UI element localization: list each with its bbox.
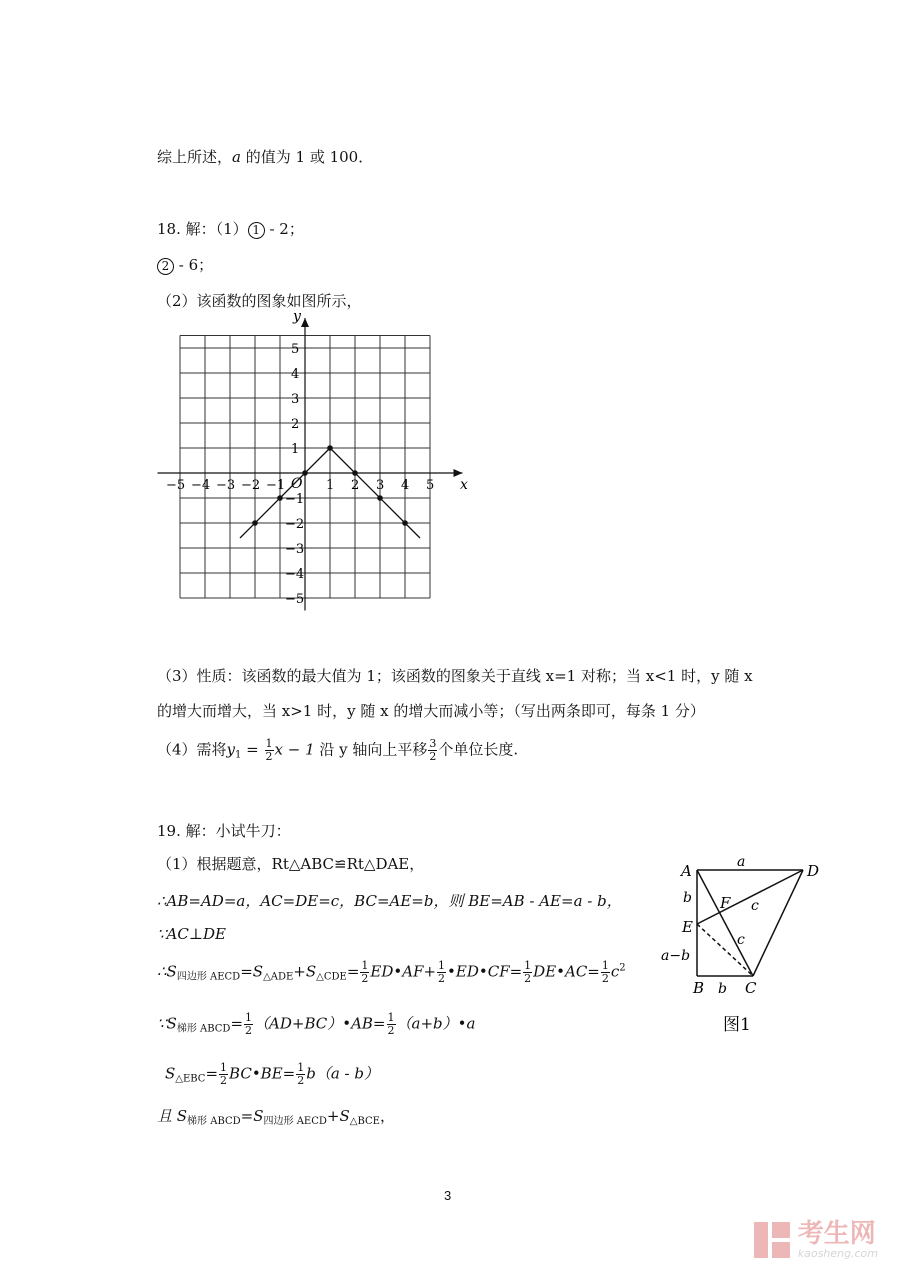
fraction-half <box>437 960 446 985</box>
q18-part4-text-c: 个单位长度. <box>438 740 519 759</box>
frac-den: 2 <box>245 1024 253 1037</box>
label-B: B <box>693 979 705 997</box>
frac-den: 2 <box>361 972 369 985</box>
data-point <box>352 470 358 476</box>
frac-num: 1 <box>297 1061 305 1074</box>
frac-num: 1 <box>265 737 273 750</box>
label-c1: c <box>751 898 759 914</box>
q19-line1-text: （1）根据题意，Rt△ABC≌Rt△DAE， <box>157 855 425 873</box>
y-tick-label: −5 <box>285 592 305 607</box>
watermark-sub: kaosheng.com <box>797 1246 878 1260</box>
summary-var: a <box>232 148 241 166</box>
label-A: A <box>681 862 692 880</box>
data-point <box>377 495 383 501</box>
l5-a: （AD+BC）•AB= <box>254 1014 386 1033</box>
sub-trap: 梯形 ABCD <box>176 1023 231 1035</box>
circled-number-2: 2 <box>157 258 174 275</box>
frac-num: 1 <box>601 959 609 972</box>
x-tick-label: −2 <box>241 478 261 493</box>
summary-text: 综上所述， <box>157 148 233 166</box>
x-tick-label: −3 <box>216 478 236 493</box>
y-tick-label: 2 <box>291 417 300 432</box>
y-tick-label: 1 <box>291 442 300 457</box>
q18-part1 <box>157 218 304 239</box>
sub-quad: 四边形 AECD <box>263 1116 327 1127</box>
q18-part4 <box>157 738 518 763</box>
x-tick-label: 4 <box>401 478 410 493</box>
watermark-main: 考生网 <box>797 1218 876 1249</box>
label-F: F <box>720 894 731 912</box>
sub-bce: △BCE <box>349 1116 380 1127</box>
figure-caption: 图1 <box>723 1015 751 1035</box>
y-tick-label: 4 <box>291 367 300 382</box>
frac-den: 2 <box>297 1074 305 1087</box>
q18-part4-text-b: 沿 y 轴向上平移 <box>319 740 428 759</box>
x-tick-label: −4 <box>191 478 211 493</box>
equals-sign: = <box>241 740 264 759</box>
l4-rest3: DE•AC= <box>533 962 600 981</box>
y-tick-label: 5 <box>291 342 300 357</box>
frac-den: 2 <box>601 972 609 985</box>
q19-line5 <box>157 1012 475 1037</box>
sub-cde: △CDE <box>316 971 347 983</box>
q19-line6: $S_{\triangle EBC}=$ $\frac{1}{2}$ BC•BE= $\frac{1}{2}$ b（a - b） <box>165 1061 379 1087</box>
y-tick-label: −4 <box>285 567 305 582</box>
l6-prefix: S <box>165 1064 176 1083</box>
edge-DC <box>753 870 803 976</box>
label-c2: c <box>737 932 745 948</box>
data-point <box>252 520 258 526</box>
x-axis-arrow <box>454 469 463 477</box>
page-number: 3 <box>444 1188 452 1203</box>
x-axis-label: x <box>460 477 468 493</box>
summary-text-2: 的值为 1 或 100． <box>240 148 374 166</box>
q18-heading: 18. 解：（1） <box>157 220 248 238</box>
q18-answer-2: - 6； <box>174 256 214 274</box>
summary-line <box>157 146 373 167</box>
circled-number-1: 1 <box>248 222 265 239</box>
l7-prefix: 且 S <box>157 1107 188 1125</box>
data-point <box>327 445 333 451</box>
frac-num: 3 <box>429 737 437 750</box>
expr-tail: x − 1 <box>274 740 315 759</box>
frac-num: 1 <box>438 959 446 972</box>
q19-line4: $\therefore S_{四边形 AECD}=S_{\triangle ADE}+S_{\triangle CDE}=$ $\frac{1}{2}$ ED•AF+ $\frac{1}{2}$ •ED•CF= $\frac{1}{2}$ DE•AC= $\frac{1}{2}$ $c^2$ <box>157 959 626 985</box>
y-axis-arrow <box>301 318 309 327</box>
q18-part3-line2 <box>157 700 705 721</box>
q19-line1 <box>157 853 424 874</box>
label-C: C <box>745 979 757 997</box>
q18-answer-1: - 2； <box>264 220 304 238</box>
fraction-half <box>387 1012 396 1037</box>
fraction-half <box>601 960 610 985</box>
y1-subscript: 1 <box>235 749 242 761</box>
edge-AC <box>697 870 753 976</box>
label-a: a <box>737 854 746 870</box>
q18-part3-text-2: 的增大而增大，当 x>1 时，y 随 x 的增大而减小等；（写出两条即可，每条 1 分） <box>157 702 705 720</box>
fraction-half <box>265 738 274 763</box>
label-b-side: b <box>683 890 692 906</box>
x-tick-label: −5 <box>166 478 186 493</box>
frac-den: 2 <box>429 750 437 763</box>
y1-symbol: y <box>226 740 236 759</box>
q19-heading-text: 19. 解：小试牛刀： <box>157 822 291 840</box>
x-tick-label: 1 <box>326 478 335 493</box>
frac-num: 1 <box>220 1061 228 1074</box>
frac-den: 2 <box>387 1024 395 1037</box>
q19-line2-text: ∴AB=AD=a，AC=DE=c，BC=AE=b，则 BE=AB - AE=a - b， <box>157 892 622 910</box>
q19-line3 <box>157 925 226 943</box>
frac-den: 2 <box>265 750 273 763</box>
frac-den: 2 <box>438 972 446 985</box>
fraction-three-halves <box>428 738 437 763</box>
frac-den: 2 <box>524 972 532 985</box>
watermark <box>752 1220 878 1260</box>
figure-1 <box>655 850 835 1040</box>
sub-ebc: △EBC <box>175 1073 206 1085</box>
data-point <box>302 470 308 476</box>
fraction-half <box>523 960 532 985</box>
edge-ED <box>697 870 803 924</box>
l6-a: BC•BE= <box>229 1064 296 1083</box>
l4-plus: +S <box>293 962 317 981</box>
q18-part1b <box>157 254 213 275</box>
frac-num: 1 <box>245 1011 253 1024</box>
data-point <box>277 495 283 501</box>
sub-ade: △ADE <box>263 971 294 983</box>
watermark-text <box>797 1218 878 1260</box>
q18-part2-text: （2）该函数的图象如图所示， <box>157 292 362 310</box>
y-tick-label: −2 <box>285 517 305 532</box>
l5-b: （a+b）•a <box>396 1014 476 1033</box>
q18-part2 <box>157 290 362 311</box>
x-tick-label: 2 <box>351 478 360 493</box>
q18-part4-text-a: （4）需将 <box>157 740 227 759</box>
origin-label: O <box>291 476 303 492</box>
frac-den: 2 <box>220 1074 228 1087</box>
x-tick-label: 3 <box>376 478 385 493</box>
label-b-bottom: b <box>718 981 727 997</box>
x-tick-label: −1 <box>266 478 286 493</box>
q19-heading <box>157 820 291 841</box>
c-squared: c <box>610 962 620 981</box>
l4-mid: =S <box>240 962 264 981</box>
l7-plus: +S <box>326 1107 350 1125</box>
frac-num: 1 <box>361 959 369 972</box>
label-E: E <box>682 918 693 936</box>
data-point <box>402 520 408 526</box>
y-axis-label: y <box>293 310 301 325</box>
y-tick-label: −1 <box>285 492 305 507</box>
superscript-2: 2 <box>619 962 626 974</box>
frac-num: 1 <box>387 1011 395 1024</box>
y-tick-label: −3 <box>285 542 305 557</box>
kaosheng-logo-icon <box>752 1220 792 1260</box>
fraction-half <box>219 1062 228 1087</box>
l6-b: b（a - b） <box>306 1064 379 1083</box>
q18-part3-line1 <box>157 665 753 686</box>
fraction-half <box>296 1062 305 1087</box>
l4-prefix: ∴S <box>157 962 177 981</box>
l5-prefix: ∵S <box>157 1014 177 1033</box>
sub-quad: 四边形 AECD <box>176 971 241 983</box>
l7-mid: =S <box>240 1107 264 1125</box>
q19-line3-text: ∵AC⊥DE <box>157 925 226 943</box>
q19-line7 <box>157 1105 395 1127</box>
frac-num: 1 <box>524 959 532 972</box>
y-tick-label: 3 <box>291 392 300 407</box>
l7-end: ， <box>379 1107 395 1125</box>
label-D: D <box>807 862 820 880</box>
l5-mid: = <box>230 1014 244 1033</box>
l4-rest2: •ED•CF= <box>447 962 523 981</box>
fraction-half <box>244 1012 253 1037</box>
sub-trap: 梯形 ABCD <box>187 1116 241 1127</box>
fraction-half <box>360 960 369 985</box>
q18-part3-text-1: （3）性质：该函数的最大值为 1；该函数的图象关于直线 x=1 对称；当 x<1 时，y 随 x <box>157 667 753 685</box>
q19-line2 <box>157 890 622 911</box>
function-graph <box>150 310 480 620</box>
x-tick-label: 5 <box>426 478 435 493</box>
label-a-minus-b: a−b <box>661 948 691 964</box>
l4-rest1: ED•AF+ <box>370 962 437 981</box>
